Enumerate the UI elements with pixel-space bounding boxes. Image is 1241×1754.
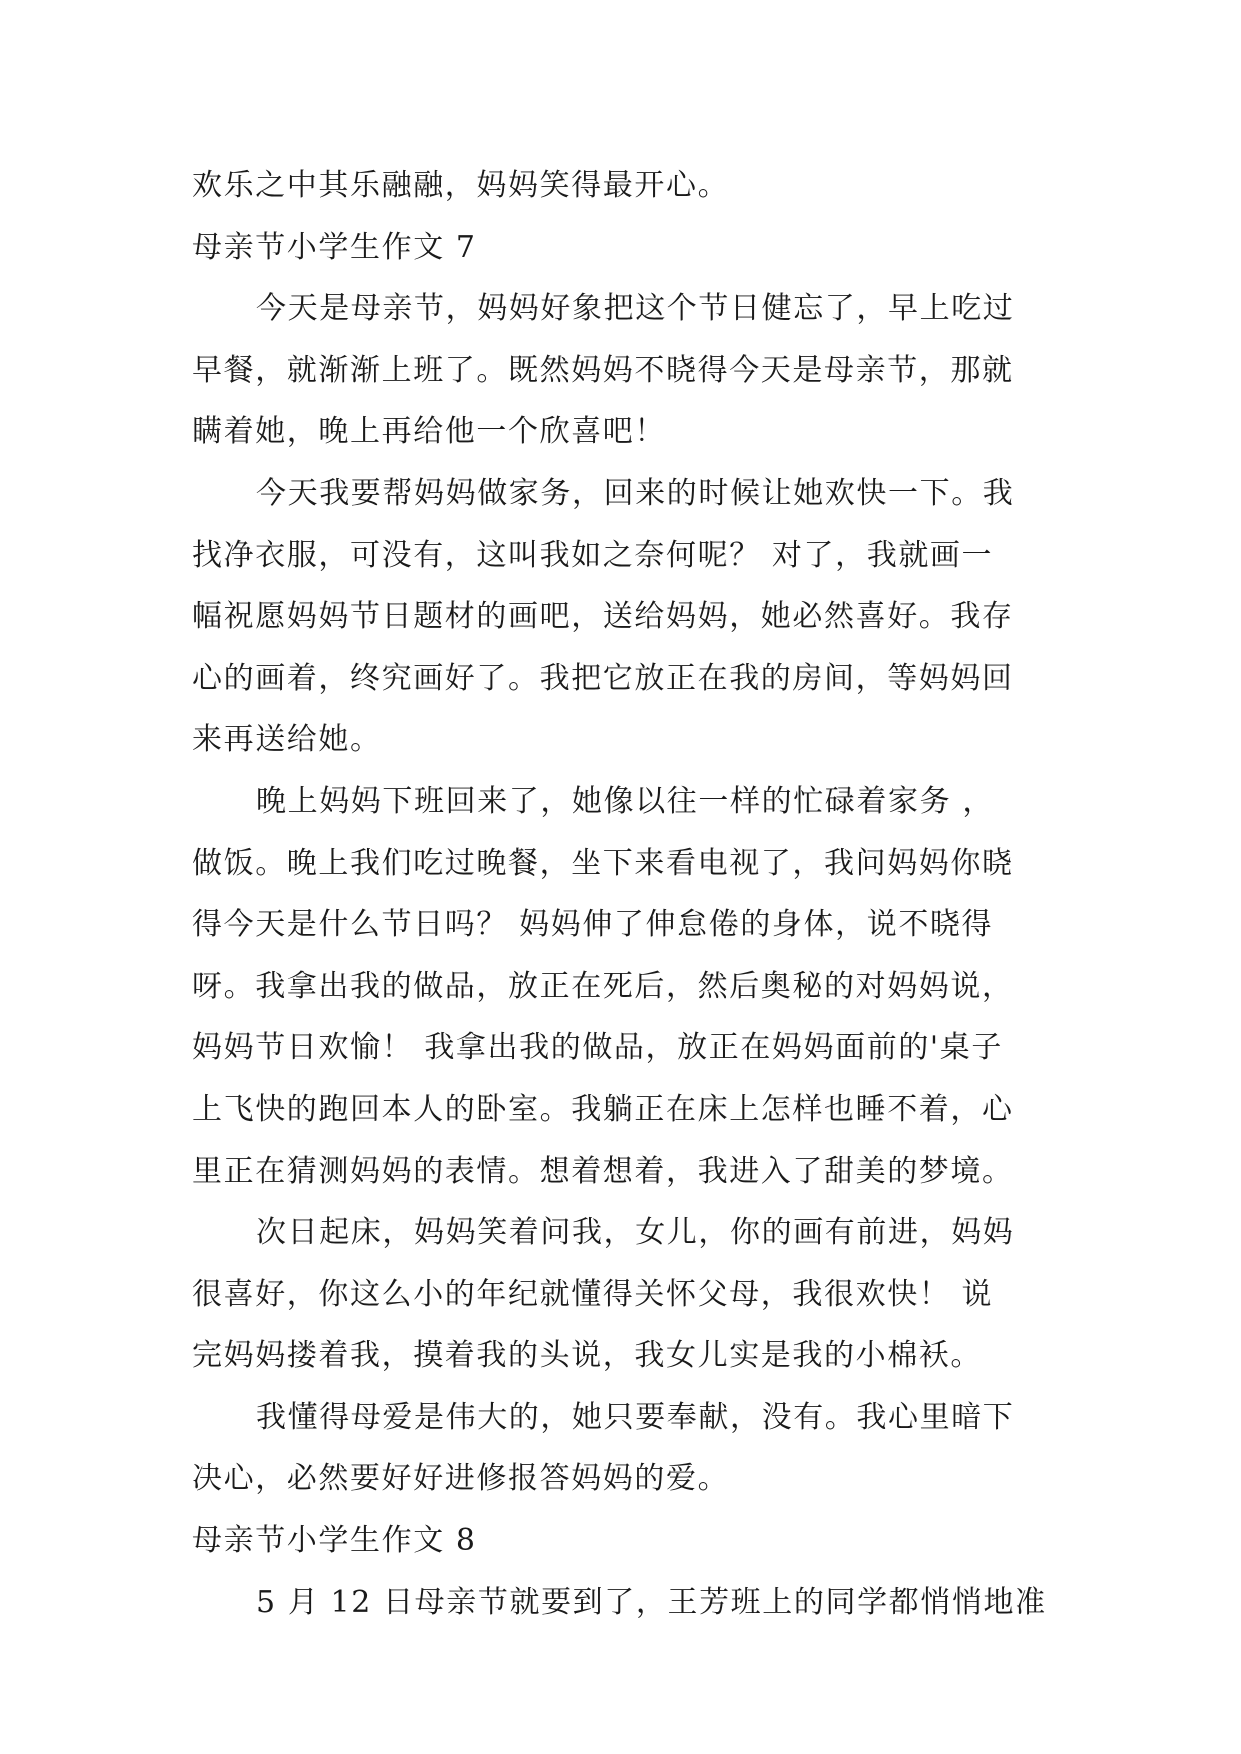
paragraph-line: 欢乐之中其乐融融，妈妈笑得最开心。 <box>192 168 730 203</box>
paragraph-line: 完妈妈搂着我，摸着我的头说，我女儿实是我的小棉袄。 <box>192 1338 982 1374</box>
paragraph-line: 来再送给她。 <box>192 722 382 758</box>
paragraph-line: 幅祝愿妈妈节日题材的画吧，送给妈妈，她必然喜好。我存 <box>192 599 1014 635</box>
essay-heading-7: 母亲节小学生作文 7 <box>192 229 477 265</box>
paragraph-line: 妈妈节日欢愉！ 我拿出我的做品，放正在妈妈面前的'桌子 <box>192 1030 1003 1066</box>
paragraph-line: 晚上妈妈下班回来了，她像以往一样的忙碌着家务 ， <box>256 783 994 819</box>
document-body <box>192 155 1072 1633</box>
paragraph-line: 心的画着，终究画好了。我把它放正在我的房间，等妈妈回 <box>192 660 1014 696</box>
essay-heading-8: 母亲节小学生作文 8 <box>192 1523 477 1559</box>
paragraph-line: 上飞快的跑回本人的卧室。我躺正在床上怎样也睡不着，心 <box>192 1091 1014 1127</box>
paragraph-line: 我懂得母爱是伟大的，她只要奉献，没有。我心里暗下 <box>256 1399 1015 1435</box>
paragraph-line: 做饭。晚上我们吃过晚餐，坐下来看电视了，我问妈妈你晓 <box>192 845 1014 881</box>
paragraph-line: 早餐，就渐渐上班了。既然妈妈不晓得今天是母亲节，那就 <box>192 352 1014 388</box>
paragraph-line: 今天是母亲节，妈妈好象把这个节日健忘了，早上吃过 <box>256 291 1015 327</box>
paragraph-line: 得今天是什么节日吗？ 妈妈伸了伸怠倦的身体，说不晓得 <box>192 907 994 943</box>
paragraph-line: 次日起床，妈妈笑着问我，女儿，你的画有前进，妈妈 <box>256 1215 1015 1251</box>
paragraph-line: 5 月 12 日母亲节就要到了，王芳班上的同学都悄悄地准 <box>256 1584 1047 1620</box>
paragraph-line: 呀。我拿出我的做品，放正在死后，然后奥秘的对妈妈说， <box>192 968 1014 1004</box>
paragraph-line: 今天我要帮妈妈做家务，回来的时候让她欢快一下。我 <box>256 475 1015 511</box>
paragraph-line: 找净衣服，可没有，这叫我如之奈何呢？ 对了，我就画一 <box>192 537 994 573</box>
paragraph-line: 瞒着她，晚上再给他一个欣喜吧！ <box>192 414 666 450</box>
paragraph-line: 里正在猜测妈妈的表情。想着想着，我进入了甜美的梦境。 <box>192 1153 1014 1189</box>
paragraph-line: 决心，必然要好好进修报答妈妈的爱。 <box>192 1461 730 1497</box>
paragraph-line: 很喜好，你这么小的年纪就懂得关怀父母，我很欢快！ 说 <box>192 1276 994 1312</box>
